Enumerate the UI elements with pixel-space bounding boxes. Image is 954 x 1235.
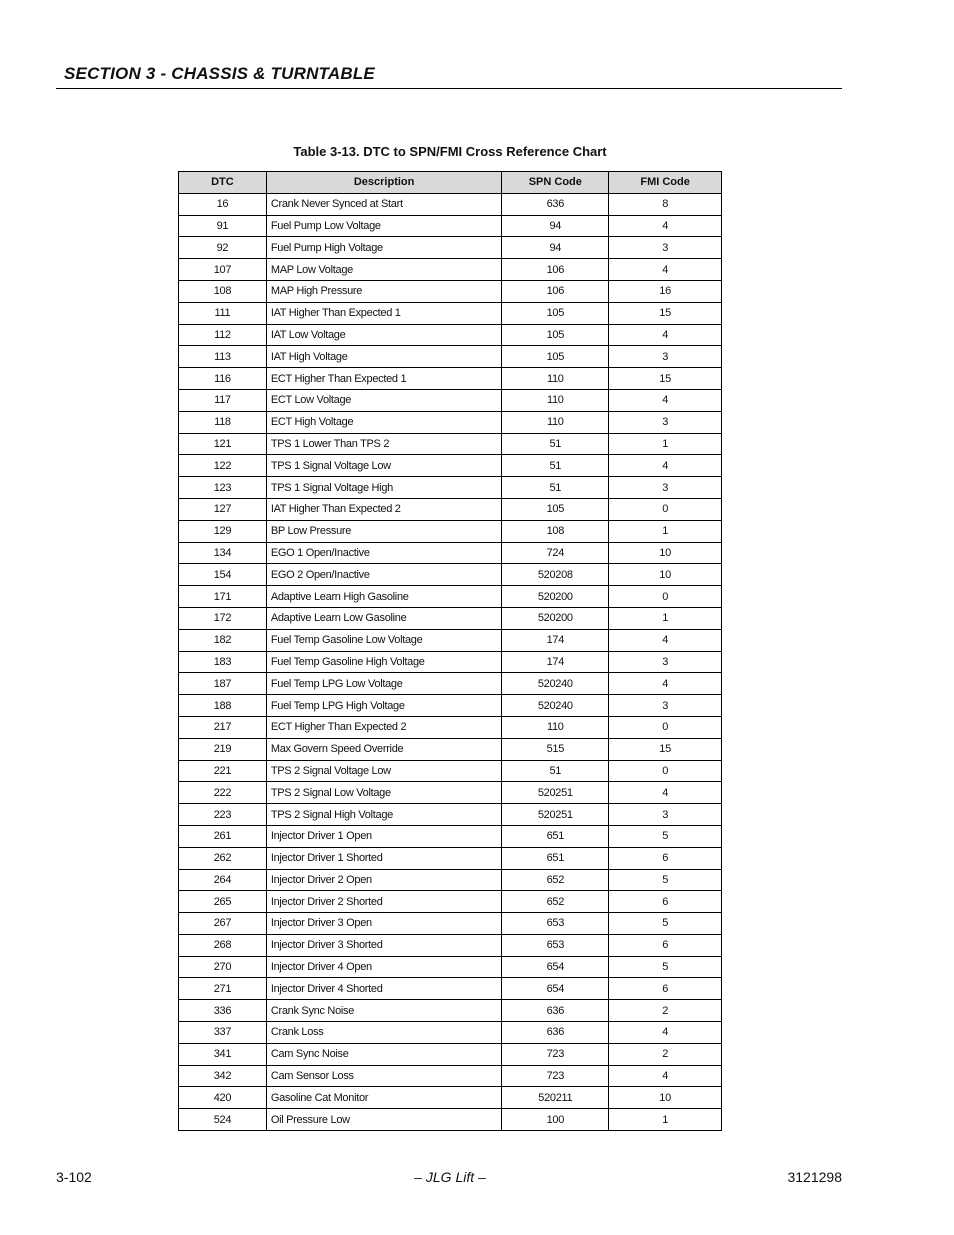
fmi-code-cell: 8: [609, 193, 722, 215]
table-row: [179, 1087, 722, 1109]
description-cell: TPS 1 Lower Than TPS 2: [266, 433, 502, 455]
description-cell: IAT Low Voltage: [266, 324, 502, 346]
fmi-code-cell: 16: [609, 280, 722, 302]
spn-code-cell: 51: [502, 477, 609, 499]
fmi-code-cell: 10: [609, 542, 722, 564]
description-cell: ECT Higher Than Expected 1: [266, 368, 502, 390]
fmi-code-cell: 6: [609, 847, 722, 869]
fmi-code-cell: 3: [609, 411, 722, 433]
fmi-code-cell: 15: [609, 738, 722, 760]
spn-code-cell: 51: [502, 760, 609, 782]
document-number: 3121298: [787, 1169, 842, 1185]
footer-brand: – JLG Lift –: [414, 1169, 486, 1185]
table-row: [179, 695, 722, 717]
fmi-code-cell: 0: [609, 498, 722, 520]
spn-code-cell: 105: [502, 346, 609, 368]
dtc-cell: 92: [179, 237, 267, 259]
table-row: [179, 1109, 722, 1131]
table-row: [179, 586, 722, 608]
spn-code-cell: 110: [502, 716, 609, 738]
table-row: [179, 782, 722, 804]
description-cell: Gasoline Cat Monitor: [266, 1087, 502, 1109]
dtc-cell: 262: [179, 847, 267, 869]
fmi-code-cell: 4: [609, 1065, 722, 1087]
fmi-code-cell: 4: [609, 673, 722, 695]
dtc-cell: 154: [179, 564, 267, 586]
description-cell: ECT Higher Than Expected 2: [266, 716, 502, 738]
fmi-code-cell: 5: [609, 825, 722, 847]
spn-code-cell: 652: [502, 891, 609, 913]
table-row: [179, 564, 722, 586]
dtc-cell: 188: [179, 695, 267, 717]
fmi-code-cell: 4: [609, 455, 722, 477]
column-header-fmi-code: FMI Code: [609, 172, 722, 194]
table-title: Table 3-13. DTC to SPN/FMI Cross Reference Chart: [293, 144, 607, 159]
table-row: [179, 956, 722, 978]
table-row: [179, 477, 722, 499]
table-row: [179, 193, 722, 215]
fmi-code-cell: 3: [609, 695, 722, 717]
column-header-dtc: DTC: [179, 172, 267, 194]
fmi-code-cell: 4: [609, 1022, 722, 1044]
fmi-code-cell: 2: [609, 1000, 722, 1022]
description-cell: Fuel Temp LPG High Voltage: [266, 695, 502, 717]
table-row: [179, 215, 722, 237]
dtc-cell: 219: [179, 738, 267, 760]
fmi-code-cell: 4: [609, 324, 722, 346]
spn-code-cell: 51: [502, 455, 609, 477]
table-row: [179, 1043, 722, 1065]
spn-code-cell: 94: [502, 237, 609, 259]
dtc-cell: 111: [179, 302, 267, 324]
dtc-cell: 336: [179, 1000, 267, 1022]
table-body: [179, 193, 722, 1130]
dtc-cell: 268: [179, 934, 267, 956]
table-row: [179, 346, 722, 368]
dtc-cell: 117: [179, 389, 267, 411]
table-row: [179, 542, 722, 564]
description-cell: Injector Driver 1 Shorted: [266, 847, 502, 869]
spn-code-cell: 653: [502, 913, 609, 935]
dtc-cell: 121: [179, 433, 267, 455]
table-row: [179, 498, 722, 520]
fmi-code-cell: 3: [609, 237, 722, 259]
dtc-cell: 261: [179, 825, 267, 847]
dtc-cell: 107: [179, 259, 267, 281]
dtc-cell: 341: [179, 1043, 267, 1065]
fmi-code-cell: 6: [609, 891, 722, 913]
spn-code-cell: 723: [502, 1043, 609, 1065]
section-title: SECTION 3 - CHASSIS & TURNTABLE: [64, 64, 375, 83]
dtc-cell: 16: [179, 193, 267, 215]
fmi-code-cell: 10: [609, 1087, 722, 1109]
dtc-cell: 172: [179, 607, 267, 629]
dtc-cell: 264: [179, 869, 267, 891]
spn-code-cell: 110: [502, 368, 609, 390]
table-row: [179, 629, 722, 651]
description-cell: TPS 2 Signal Low Voltage: [266, 782, 502, 804]
description-cell: Injector Driver 3 Open: [266, 913, 502, 935]
dtc-cell: 113: [179, 346, 267, 368]
description-cell: Fuel Temp Gasoline Low Voltage: [266, 629, 502, 651]
spn-code-cell: 174: [502, 629, 609, 651]
description-cell: Crank Sync Noise: [266, 1000, 502, 1022]
dtc-cell: 91: [179, 215, 267, 237]
fmi-code-cell: 0: [609, 586, 722, 608]
description-cell: Max Govern Speed Override: [266, 738, 502, 760]
spn-code-cell: 108: [502, 520, 609, 542]
spn-code-cell: 636: [502, 193, 609, 215]
description-cell: Injector Driver 3 Shorted: [266, 934, 502, 956]
fmi-code-cell: 4: [609, 259, 722, 281]
dtc-cell: 116: [179, 368, 267, 390]
page-number: 3-102: [56, 1169, 92, 1185]
table-row: [179, 804, 722, 826]
dtc-cell: 270: [179, 956, 267, 978]
dtc-cell: 265: [179, 891, 267, 913]
table-row: [179, 455, 722, 477]
fmi-code-cell: 1: [609, 607, 722, 629]
column-header-description: Description: [266, 172, 502, 194]
spn-code-cell: 654: [502, 956, 609, 978]
spn-code-cell: 520240: [502, 673, 609, 695]
fmi-code-cell: 4: [609, 215, 722, 237]
table-row: [179, 389, 722, 411]
spn-code-cell: 651: [502, 847, 609, 869]
description-cell: IAT Higher Than Expected 1: [266, 302, 502, 324]
fmi-code-cell: 3: [609, 651, 722, 673]
description-cell: EGO 1 Open/Inactive: [266, 542, 502, 564]
dtc-cell: 129: [179, 520, 267, 542]
table-row: [179, 607, 722, 629]
description-cell: Adaptive Learn High Gasoline: [266, 586, 502, 608]
fmi-code-cell: 4: [609, 389, 722, 411]
description-cell: Fuel Temp Gasoline High Voltage: [266, 651, 502, 673]
dtc-cell: 271: [179, 978, 267, 1000]
dtc-cell: 171: [179, 586, 267, 608]
spn-code-cell: 51: [502, 433, 609, 455]
spn-code-cell: 520251: [502, 804, 609, 826]
description-cell: Fuel Pump High Voltage: [266, 237, 502, 259]
spn-code-cell: 652: [502, 869, 609, 891]
table-row: [179, 1065, 722, 1087]
description-cell: TPS 2 Signal Voltage Low: [266, 760, 502, 782]
table-row: [179, 259, 722, 281]
description-cell: Fuel Temp LPG Low Voltage: [266, 673, 502, 695]
dtc-cell: 108: [179, 280, 267, 302]
dtc-cell: 122: [179, 455, 267, 477]
spn-code-cell: 106: [502, 259, 609, 281]
table-row: [179, 716, 722, 738]
spn-code-cell: 106: [502, 280, 609, 302]
spn-code-cell: 651: [502, 825, 609, 847]
description-cell: IAT High Voltage: [266, 346, 502, 368]
spn-code-cell: 520208: [502, 564, 609, 586]
table-row: [179, 1000, 722, 1022]
spn-code-cell: 636: [502, 1022, 609, 1044]
table-row: [179, 280, 722, 302]
dtc-cross-reference-table: [178, 171, 722, 1131]
spn-code-cell: 520200: [502, 607, 609, 629]
fmi-code-cell: 5: [609, 869, 722, 891]
table-row: [179, 1022, 722, 1044]
spn-code-cell: 105: [502, 498, 609, 520]
table-row: [179, 368, 722, 390]
spn-code-cell: 110: [502, 411, 609, 433]
table-row: [179, 978, 722, 1000]
dtc-cell: 267: [179, 913, 267, 935]
fmi-code-cell: 3: [609, 804, 722, 826]
description-cell: Injector Driver 2 Shorted: [266, 891, 502, 913]
dtc-cell: 134: [179, 542, 267, 564]
description-cell: TPS 1 Signal Voltage Low: [266, 455, 502, 477]
dtc-cell: 337: [179, 1022, 267, 1044]
description-cell: ECT High Voltage: [266, 411, 502, 433]
table-header-row: [179, 172, 722, 194]
description-cell: Crank Loss: [266, 1022, 502, 1044]
fmi-code-cell: 5: [609, 956, 722, 978]
description-cell: Cam Sync Noise: [266, 1043, 502, 1065]
dtc-cell: 182: [179, 629, 267, 651]
description-cell: Injector Driver 1 Open: [266, 825, 502, 847]
table-row: [179, 237, 722, 259]
spn-code-cell: 520251: [502, 782, 609, 804]
table-row: [179, 738, 722, 760]
description-cell: MAP High Pressure: [266, 280, 502, 302]
spn-code-cell: 110: [502, 389, 609, 411]
dtc-cell: 112: [179, 324, 267, 346]
spn-code-cell: 520240: [502, 695, 609, 717]
dtc-cell: 221: [179, 760, 267, 782]
dtc-cell: 342: [179, 1065, 267, 1087]
dtc-cell: 183: [179, 651, 267, 673]
spn-code-cell: 174: [502, 651, 609, 673]
dtc-cell: 217: [179, 716, 267, 738]
table-row: [179, 913, 722, 935]
fmi-code-cell: 4: [609, 782, 722, 804]
table-row: [179, 433, 722, 455]
description-cell: EGO 2 Open/Inactive: [266, 564, 502, 586]
description-cell: Cam Sensor Loss: [266, 1065, 502, 1087]
spn-code-cell: 723: [502, 1065, 609, 1087]
column-header-spn-code: SPN Code: [502, 172, 609, 194]
table-row: [179, 651, 722, 673]
table-row: [179, 520, 722, 542]
fmi-code-cell: 0: [609, 716, 722, 738]
spn-code-cell: 724: [502, 542, 609, 564]
dtc-cell: 524: [179, 1109, 267, 1131]
dtc-cell: 123: [179, 477, 267, 499]
dtc-cell: 187: [179, 673, 267, 695]
spn-code-cell: 100: [502, 1109, 609, 1131]
description-cell: Injector Driver 4 Shorted: [266, 978, 502, 1000]
fmi-code-cell: 3: [609, 477, 722, 499]
description-cell: ECT Low Voltage: [266, 389, 502, 411]
description-cell: TPS 2 Signal High Voltage: [266, 804, 502, 826]
table-row: [179, 302, 722, 324]
table-row: [179, 760, 722, 782]
description-cell: TPS 1 Signal Voltage High: [266, 477, 502, 499]
table-row: [179, 934, 722, 956]
fmi-code-cell: 6: [609, 978, 722, 1000]
fmi-code-cell: 1: [609, 433, 722, 455]
description-cell: Fuel Pump Low Voltage: [266, 215, 502, 237]
description-cell: Oil Pressure Low: [266, 1109, 502, 1131]
spn-code-cell: 515: [502, 738, 609, 760]
spn-code-cell: 105: [502, 324, 609, 346]
spn-code-cell: 636: [502, 1000, 609, 1022]
description-cell: Injector Driver 2 Open: [266, 869, 502, 891]
table-row: [179, 891, 722, 913]
description-cell: BP Low Pressure: [266, 520, 502, 542]
description-cell: Injector Driver 4 Open: [266, 956, 502, 978]
table-row: [179, 825, 722, 847]
table-row: [179, 847, 722, 869]
fmi-code-cell: 6: [609, 934, 722, 956]
table-row: [179, 411, 722, 433]
description-cell: MAP Low Voltage: [266, 259, 502, 281]
fmi-code-cell: 15: [609, 368, 722, 390]
fmi-code-cell: 4: [609, 629, 722, 651]
fmi-code-cell: 15: [609, 302, 722, 324]
table-row: [179, 869, 722, 891]
fmi-code-cell: 2: [609, 1043, 722, 1065]
dtc-cell: 420: [179, 1087, 267, 1109]
dtc-cell: 118: [179, 411, 267, 433]
dtc-cell: 127: [179, 498, 267, 520]
description-cell: Adaptive Learn Low Gasoline: [266, 607, 502, 629]
fmi-code-cell: 10: [609, 564, 722, 586]
description-cell: Crank Never Synced at Start: [266, 193, 502, 215]
fmi-code-cell: 3: [609, 346, 722, 368]
table-row: [179, 324, 722, 346]
spn-code-cell: 653: [502, 934, 609, 956]
spn-code-cell: 105: [502, 302, 609, 324]
spn-code-cell: 520200: [502, 586, 609, 608]
table-row: [179, 673, 722, 695]
fmi-code-cell: 5: [609, 913, 722, 935]
description-cell: IAT Higher Than Expected 2: [266, 498, 502, 520]
fmi-code-cell: 1: [609, 520, 722, 542]
spn-code-cell: 94: [502, 215, 609, 237]
spn-code-cell: 520211: [502, 1087, 609, 1109]
header-divider: [56, 88, 842, 89]
dtc-cell: 222: [179, 782, 267, 804]
fmi-code-cell: 0: [609, 760, 722, 782]
spn-code-cell: 654: [502, 978, 609, 1000]
fmi-code-cell: 1: [609, 1109, 722, 1131]
dtc-cell: 223: [179, 804, 267, 826]
